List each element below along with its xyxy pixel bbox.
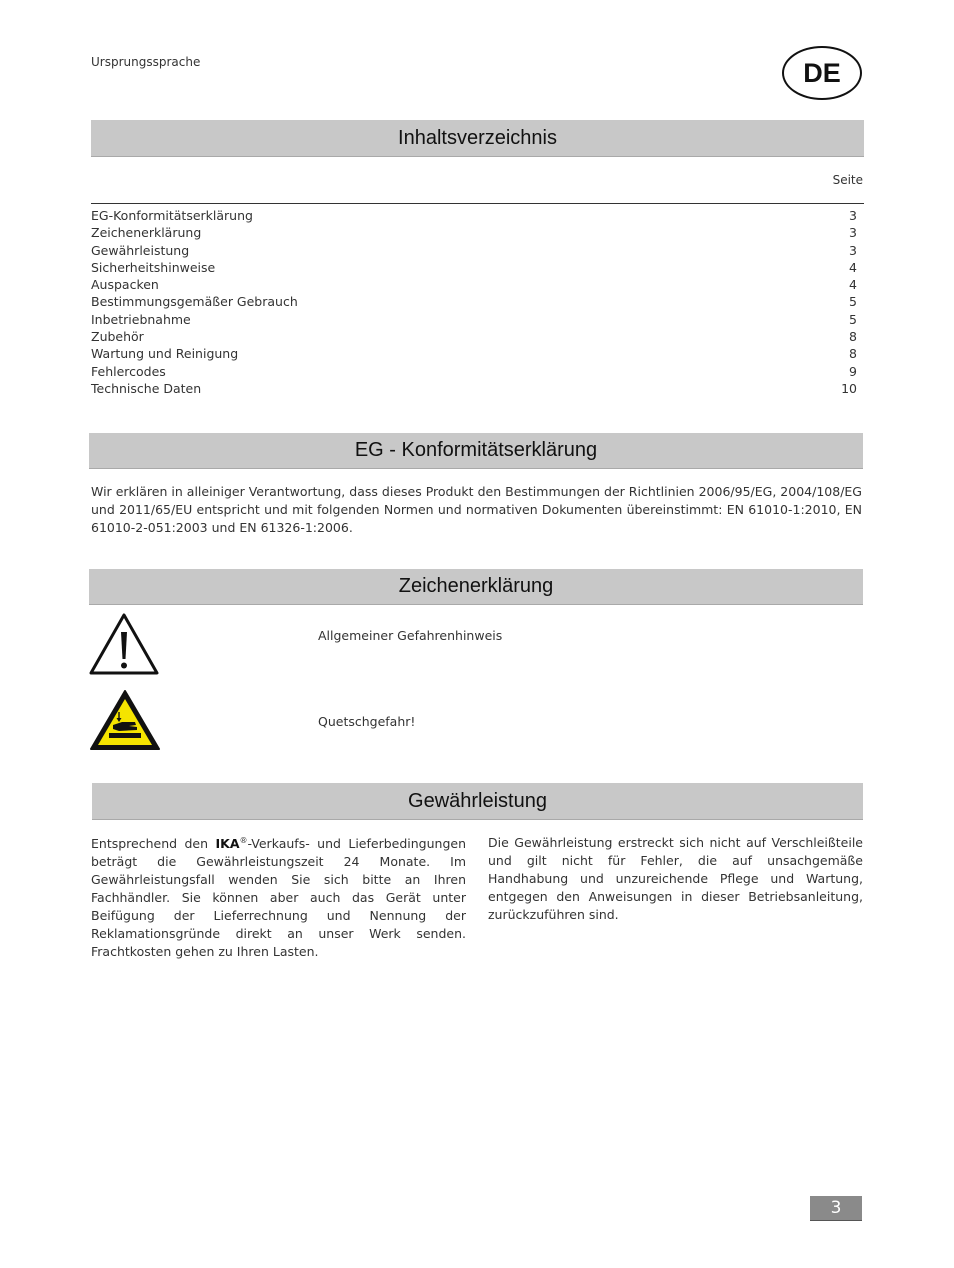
toc-entry	[91, 293, 857, 310]
toc-entry-page: 4	[849, 259, 857, 275]
toc-entry-page: 5	[849, 311, 857, 327]
section-title-symbols: Zeichenerklärung	[89, 569, 863, 605]
toc-entry-page: 3	[849, 242, 857, 258]
toc-entry-label: Zeichenerklärung	[91, 225, 202, 241]
toc-entry-label: Fehlercodes	[91, 363, 166, 379]
toc-entry	[91, 363, 857, 380]
page-number: 3	[810, 1196, 862, 1221]
toc-entry	[91, 207, 857, 224]
toc-entry-label: EG-Konformitätserklärung	[91, 208, 253, 223]
toc-entry-label: Wartung und Reinigung	[91, 346, 239, 362]
toc-entry-page: 4	[849, 277, 857, 293]
registered-mark: ®	[239, 836, 248, 845]
conformity-text: Wir erklären in alleiniger Verantwortung, dass dieses Produkt den Bestimmungen der Richtlinien 2006/95/EG, 2004/108/EG und 2011/65/EU entspricht und mit folgenden Normen und normativen Dokumenten übereinstimmt: EN 61010-1:2010, EN 61010-2-051:2003 und EN 61326-1:2006.	[91, 484, 862, 535]
toc-entry	[91, 328, 857, 345]
toc-entry-label: Gewährleistung	[91, 242, 190, 258]
toc-entry-label: Zubehör	[91, 329, 144, 345]
symbol-label-crush-hazard: Quetschgefahr!	[318, 714, 416, 729]
toc-entry-label: Auspacken	[91, 277, 159, 293]
warranty-text-col2: Die Gewährleistung erstreckt sich nicht auf Verschleißteile und gilt nicht für Fehler, die auf unsachgemäße Handhabung und unzureichende Pflege und Wartung, entgegen den Anweisungen in dieser Betriebsanleitung, zurückzuführen sind.	[488, 835, 863, 922]
toc-entry	[91, 259, 857, 276]
toc-entry	[91, 224, 857, 241]
toc-entry	[91, 380, 857, 397]
warranty-text-prefix: Entsprechend den	[91, 836, 216, 852]
toc-entry-page: 3	[849, 225, 857, 241]
section-title-warranty: Gewährleistung	[92, 783, 863, 820]
toc-entry-label: Inbetriebnahme	[91, 311, 191, 327]
toc-entry	[91, 242, 857, 259]
general-warning-icon	[88, 612, 160, 676]
toc-entry	[91, 276, 857, 293]
toc-list	[91, 207, 857, 397]
crush-hazard-icon	[89, 689, 161, 751]
toc-entry-label: Bestimmungsgemäßer Gebrauch	[91, 294, 298, 310]
toc-entry-label: Technische Daten	[91, 380, 202, 396]
toc-entry-page: 9	[849, 363, 857, 379]
toc-page-column-label: Seite	[832, 173, 863, 187]
brand-name: IKA	[215, 836, 240, 852]
origin-language-note: Ursprungssprache	[91, 55, 201, 69]
section-title-conformity: EG - Konformitätserklärung	[89, 433, 863, 469]
symbol-label-general-warning: Allgemeiner Gefahrenhinweis	[318, 628, 503, 643]
toc-entry	[91, 311, 857, 328]
toc-entry	[91, 345, 857, 362]
warranty-text-rest: -Verkaufs- und Lieferbedingungen beträgt die Gewährleistungszeit 24 Monate. Im Gewährleistungsfall wenden Sie sich bitte an Ihren Fachhändler. Sie können aber auch das Gerät unter Beifügung der Lieferrechnung und Nennung der Reklamationsgründe direkt an unser Werk senden. Frachtkosten gehen zu Ihren Lasten.	[91, 836, 466, 960]
toc-entry-page: 3	[849, 208, 857, 223]
toc-entry-page: 8	[849, 329, 857, 345]
section-title-toc: Inhaltsverzeichnis	[91, 120, 864, 157]
toc-entry-page: 10	[841, 380, 857, 396]
toc-divider	[91, 203, 864, 204]
warranty-text-col1	[91, 832, 466, 961]
toc-entry-label: Sicherheitshinweise	[91, 259, 216, 275]
toc-entry-page: 5	[849, 294, 857, 310]
language-badge: DE	[782, 46, 862, 100]
toc-entry-page: 8	[849, 346, 857, 362]
